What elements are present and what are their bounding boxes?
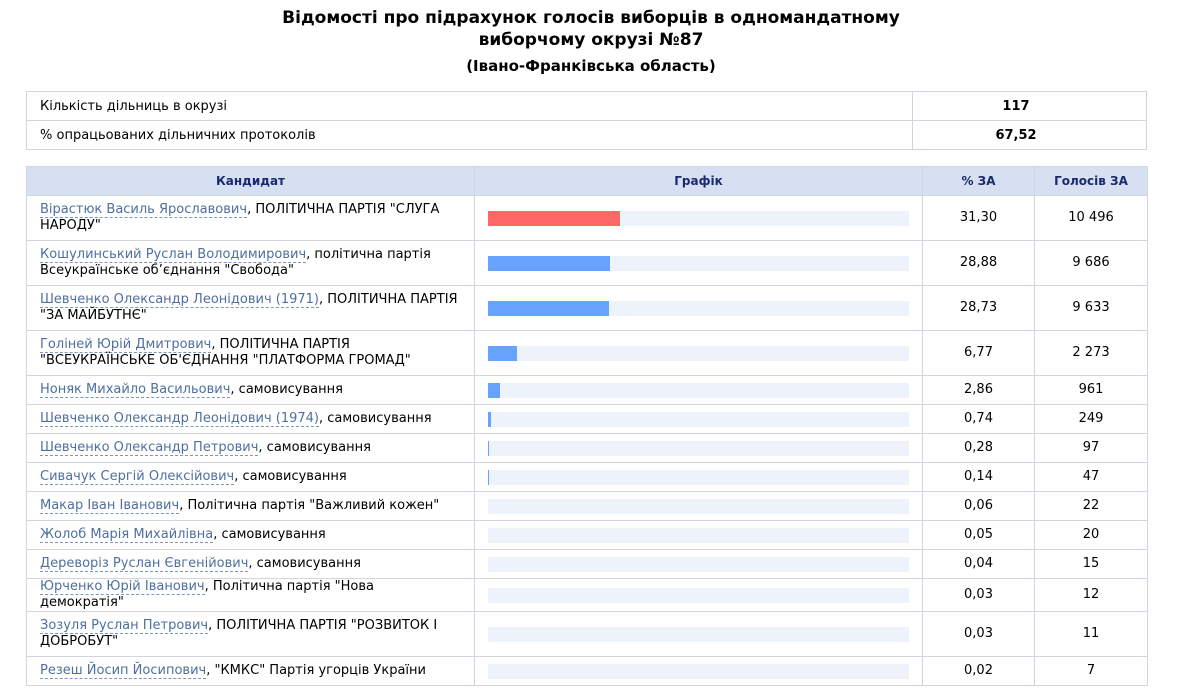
candidate-cell (27, 579, 475, 612)
page-title: Відомості про підрахунок голосів виборців в одномандатному виборчому окрузі №87 (282, 8, 900, 50)
table-row (27, 612, 1148, 657)
candidate-party: , самовисування (234, 469, 347, 484)
candidate-cell (27, 657, 475, 686)
vote-bar-track (488, 499, 909, 514)
table-row (27, 405, 1148, 434)
candidate-party: , самовисування (248, 556, 361, 571)
table-row (27, 196, 1148, 241)
candidate-cell (27, 376, 475, 405)
candidate-cell (27, 434, 475, 463)
candidate-name-link[interactable]: Жолоб Марія Михайлівна (40, 527, 214, 542)
candidate-cell (27, 331, 475, 376)
votes-cell: 2 273 (1035, 331, 1148, 376)
percent-cell: 0,06 (923, 492, 1035, 521)
candidate-party: , самовисування (213, 527, 326, 542)
vote-bar-track (488, 627, 909, 642)
vote-bar (488, 470, 489, 485)
candidate-name-link[interactable]: Макар Іван Іванович (40, 498, 180, 513)
table-row (27, 331, 1148, 376)
percent-cell: 0,74 (923, 405, 1035, 434)
chart-cell (475, 241, 923, 286)
percent-cell: 28,73 (923, 286, 1035, 331)
candidate-name-link[interactable]: Шевченко Олександр Петрович (40, 440, 259, 455)
page-header (0, 0, 1182, 76)
vote-bar-track (488, 301, 909, 316)
table-row (27, 463, 1148, 492)
results-table (26, 166, 1148, 686)
candidate-name-link[interactable]: Кошулинський Руслан Володимирович (40, 247, 307, 262)
percent-cell: 0,03 (923, 579, 1035, 612)
votes-cell: 9 686 (1035, 241, 1148, 286)
votes-cell: 961 (1035, 376, 1148, 405)
column-header-candidate: Кандидат (27, 167, 475, 196)
candidate-party: , ПОЛІТИЧНА ПАРТІЯ "ВСЕУКРАЇНСЬКЕ ОБ'ЄДНАННЯ "ПЛАТФОРМА ГРОМАД" (40, 337, 411, 368)
percent-cell: 6,77 (923, 331, 1035, 376)
percent-cell: 0,02 (923, 657, 1035, 686)
vote-bar-track (488, 412, 909, 427)
percent-cell: 28,88 (923, 241, 1035, 286)
candidate-name-link[interactable]: Шевченко Олександр Леонідович (1971) (40, 292, 319, 307)
page-subtitle: (Івано-Франківська область) (466, 57, 716, 75)
votes-cell: 12 (1035, 579, 1148, 612)
chart-cell (475, 196, 923, 241)
votes-cell: 10 496 (1035, 196, 1148, 241)
candidate-party: , ПОЛІТИЧНА ПАРТІЯ "СЛУГА НАРОДУ" (40, 202, 440, 233)
table-row (27, 241, 1148, 286)
candidate-cell (27, 405, 475, 434)
column-header-chart: Графік (475, 167, 923, 196)
candidate-cell (27, 612, 475, 657)
summary-row (27, 92, 1147, 121)
chart-cell (475, 521, 923, 550)
candidate-cell (27, 463, 475, 492)
candidate-name-link[interactable]: Дереворіз Руслан Євгенійович (40, 556, 249, 571)
vote-bar (488, 211, 620, 226)
vote-bar (488, 441, 489, 456)
candidate-party: , самовисування (230, 382, 343, 397)
table-row (27, 550, 1148, 579)
candidate-name-link[interactable]: Сивачук Сергій Олексійович (40, 469, 235, 484)
vote-bar (488, 412, 491, 427)
summary-label: % опрацьованих дільничних протоколів (27, 121, 913, 150)
candidate-name-link[interactable]: Шевченко Олександр Леонідович (1974) (40, 411, 319, 426)
table-row (27, 657, 1148, 686)
chart-cell (475, 612, 923, 657)
vote-bar-track (488, 383, 909, 398)
votes-cell: 9 633 (1035, 286, 1148, 331)
candidate-cell (27, 286, 475, 331)
chart-cell (475, 331, 923, 376)
votes-cell: 7 (1035, 657, 1148, 686)
votes-cell: 97 (1035, 434, 1148, 463)
votes-cell: 11 (1035, 612, 1148, 657)
vote-bar (488, 383, 500, 398)
summary-row (27, 121, 1147, 150)
candidate-party: , ПОЛІТИЧНА ПАРТІЯ "ЗА МАЙБУТНЄ" (40, 292, 458, 323)
summary-label: Кількість дільниць в окрузі (27, 92, 913, 121)
candidate-name-link[interactable]: Ноняк Михайло Васильович (40, 382, 231, 397)
vote-bar-track (488, 588, 909, 603)
table-row (27, 521, 1148, 550)
chart-cell (475, 434, 923, 463)
column-header-votes: Голосів ЗА (1035, 167, 1148, 196)
vote-bar (488, 346, 517, 361)
percent-cell: 0,14 (923, 463, 1035, 492)
chart-cell (475, 376, 923, 405)
summary-value: 117 (913, 92, 1147, 121)
candidate-cell (27, 550, 475, 579)
table-row (27, 579, 1148, 612)
candidate-cell (27, 492, 475, 521)
chart-cell (475, 405, 923, 434)
candidate-name-link[interactable]: Юрченко Юрій Іванович (40, 579, 205, 594)
candidate-party: , політична партія Всеукраїнське об’єднання "Свобода" (40, 247, 431, 278)
chart-cell (475, 463, 923, 492)
percent-cell: 0,05 (923, 521, 1035, 550)
percent-cell: 0,28 (923, 434, 1035, 463)
candidate-cell (27, 241, 475, 286)
chart-cell (475, 286, 923, 331)
votes-cell: 47 (1035, 463, 1148, 492)
vote-bar-track (488, 557, 909, 572)
votes-cell: 22 (1035, 492, 1148, 521)
vote-bar-track (488, 346, 909, 361)
summary-table (26, 91, 1147, 150)
candidate-cell (27, 521, 475, 550)
percent-cell: 0,04 (923, 550, 1035, 579)
candidate-party: , самовисування (319, 411, 432, 426)
votes-cell: 249 (1035, 405, 1148, 434)
summary-value: 67,52 (913, 121, 1147, 150)
candidate-name-link[interactable]: Зозуля Руслан Петрович (40, 618, 209, 633)
candidate-name-link[interactable]: Голіней Юрій Дмитрович (40, 337, 212, 352)
column-header-percent: % ЗА (923, 167, 1035, 196)
vote-bar (488, 256, 610, 271)
table-row (27, 434, 1148, 463)
candidate-party: , "КМКС" Партія угорців України (206, 663, 426, 678)
vote-bar-track (488, 256, 909, 271)
table-row (27, 492, 1148, 521)
table-row (27, 376, 1148, 405)
chart-cell (475, 657, 923, 686)
votes-cell: 20 (1035, 521, 1148, 550)
chart-cell (475, 492, 923, 521)
candidate-party: , самовисування (258, 440, 371, 455)
candidate-party: , ПОЛІТИЧНА ПАРТІЯ "РОЗВИТОК І ДОБРОБУТ" (40, 618, 438, 649)
vote-bar-track (488, 664, 909, 679)
results-header-row (27, 167, 1148, 196)
percent-cell: 0,03 (923, 612, 1035, 657)
table-row (27, 286, 1148, 331)
results-body (27, 196, 1148, 686)
candidate-party: , Політична партія "Нова демократія" (40, 579, 374, 610)
candidate-name-link[interactable]: Вірастюк Василь Ярославович (40, 202, 248, 217)
vote-bar-track (488, 441, 909, 456)
vote-bar (488, 301, 609, 316)
votes-cell: 15 (1035, 550, 1148, 579)
chart-cell (475, 579, 923, 612)
candidate-name-link[interactable]: Резеш Йосип Йосипович (40, 663, 207, 678)
vote-bar-track (488, 211, 909, 226)
vote-bar-track (488, 470, 909, 485)
percent-cell: 31,30 (923, 196, 1035, 241)
vote-bar-track (488, 528, 909, 543)
chart-cell (475, 550, 923, 579)
candidate-cell (27, 196, 475, 241)
percent-cell: 2,86 (923, 376, 1035, 405)
candidate-party: , Політична партія "Важливий кожен" (179, 498, 440, 513)
